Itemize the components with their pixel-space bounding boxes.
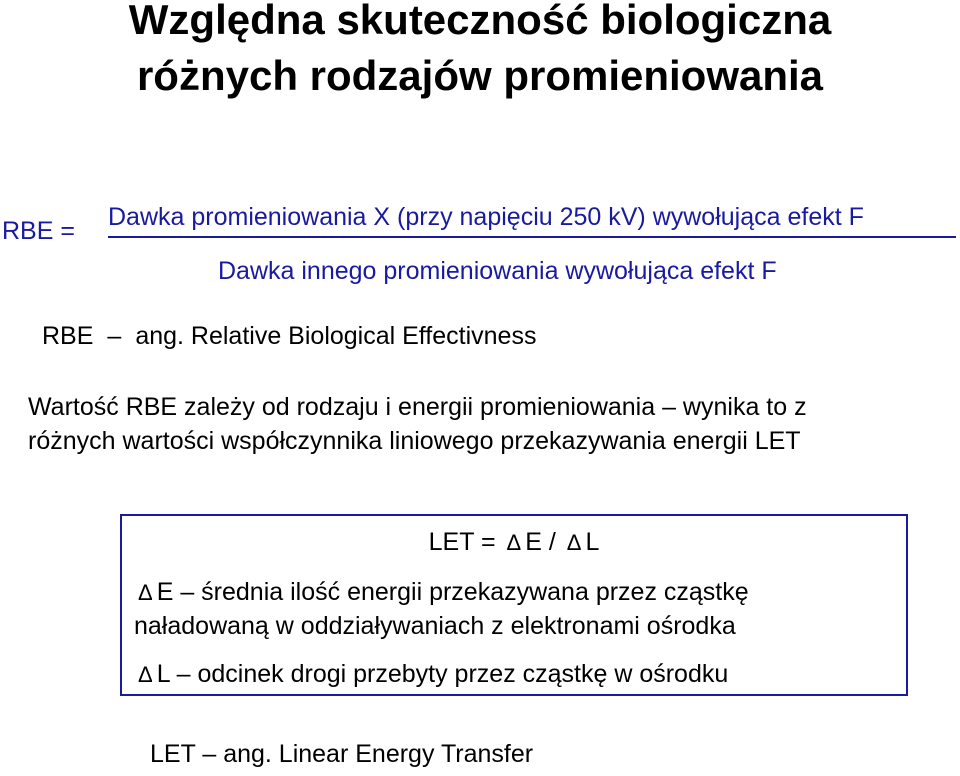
paragraph-line-1: Wartość RBE zależy od rodzaju i energii promieniowania – wynika to z [28, 393, 807, 421]
rbe-abbr: RBE [42, 322, 94, 350]
delta-e-line-1 [134, 576, 749, 609]
delta-l-line [134, 658, 728, 691]
let-formula [122, 526, 906, 559]
let-formula-e: E / [525, 528, 556, 556]
delta-icon: Δ [566, 530, 582, 555]
delta-icon: Δ [138, 580, 153, 605]
rbe-fraction [108, 202, 958, 292]
delta-e-text-1: E – średnia ilość energii przekazywana przez cząstkę [156, 578, 749, 606]
page-title-line-1: Względna skuteczność biologiczna [128, 0, 832, 43]
let-box [120, 514, 908, 696]
rbe-definition-text: ang. Relative Biological Effectivness [135, 322, 537, 350]
rbe-formula-lhs: RBE = [2, 217, 75, 245]
rbe-definition [42, 320, 536, 352]
paragraph-line-2: różnych wartości współczynnika liniowego przekazywania energii LET [28, 427, 801, 455]
rbe-dash: – [107, 322, 122, 350]
rbe-numerator: Dawka promieniowania X (przy napięciu 250 kV) wywołująca efekt F [108, 203, 864, 231]
delta-icon: Δ [138, 662, 153, 687]
rbe-paragraph [28, 390, 948, 458]
delta-l-text: L – odcinek drogi przebyty przez cząstkę w ośrodku [156, 660, 729, 688]
fraction-bar [108, 236, 956, 238]
delta-icon: Δ [506, 530, 522, 555]
page-title-line-2: różnych rodzajów promieniowania [136, 52, 824, 99]
let-formula-lhs: LET = [428, 528, 496, 556]
rbe-denominator: Dawka innego promieniowania wywołująca efekt F [218, 257, 777, 285]
delta-e-line-2: naładowaną w oddziaływaniach z elektronami ośrodka [134, 612, 736, 640]
let-definition: LET – ang. Linear Energy Transfer [150, 740, 534, 768]
let-formula-l: L [585, 528, 600, 556]
